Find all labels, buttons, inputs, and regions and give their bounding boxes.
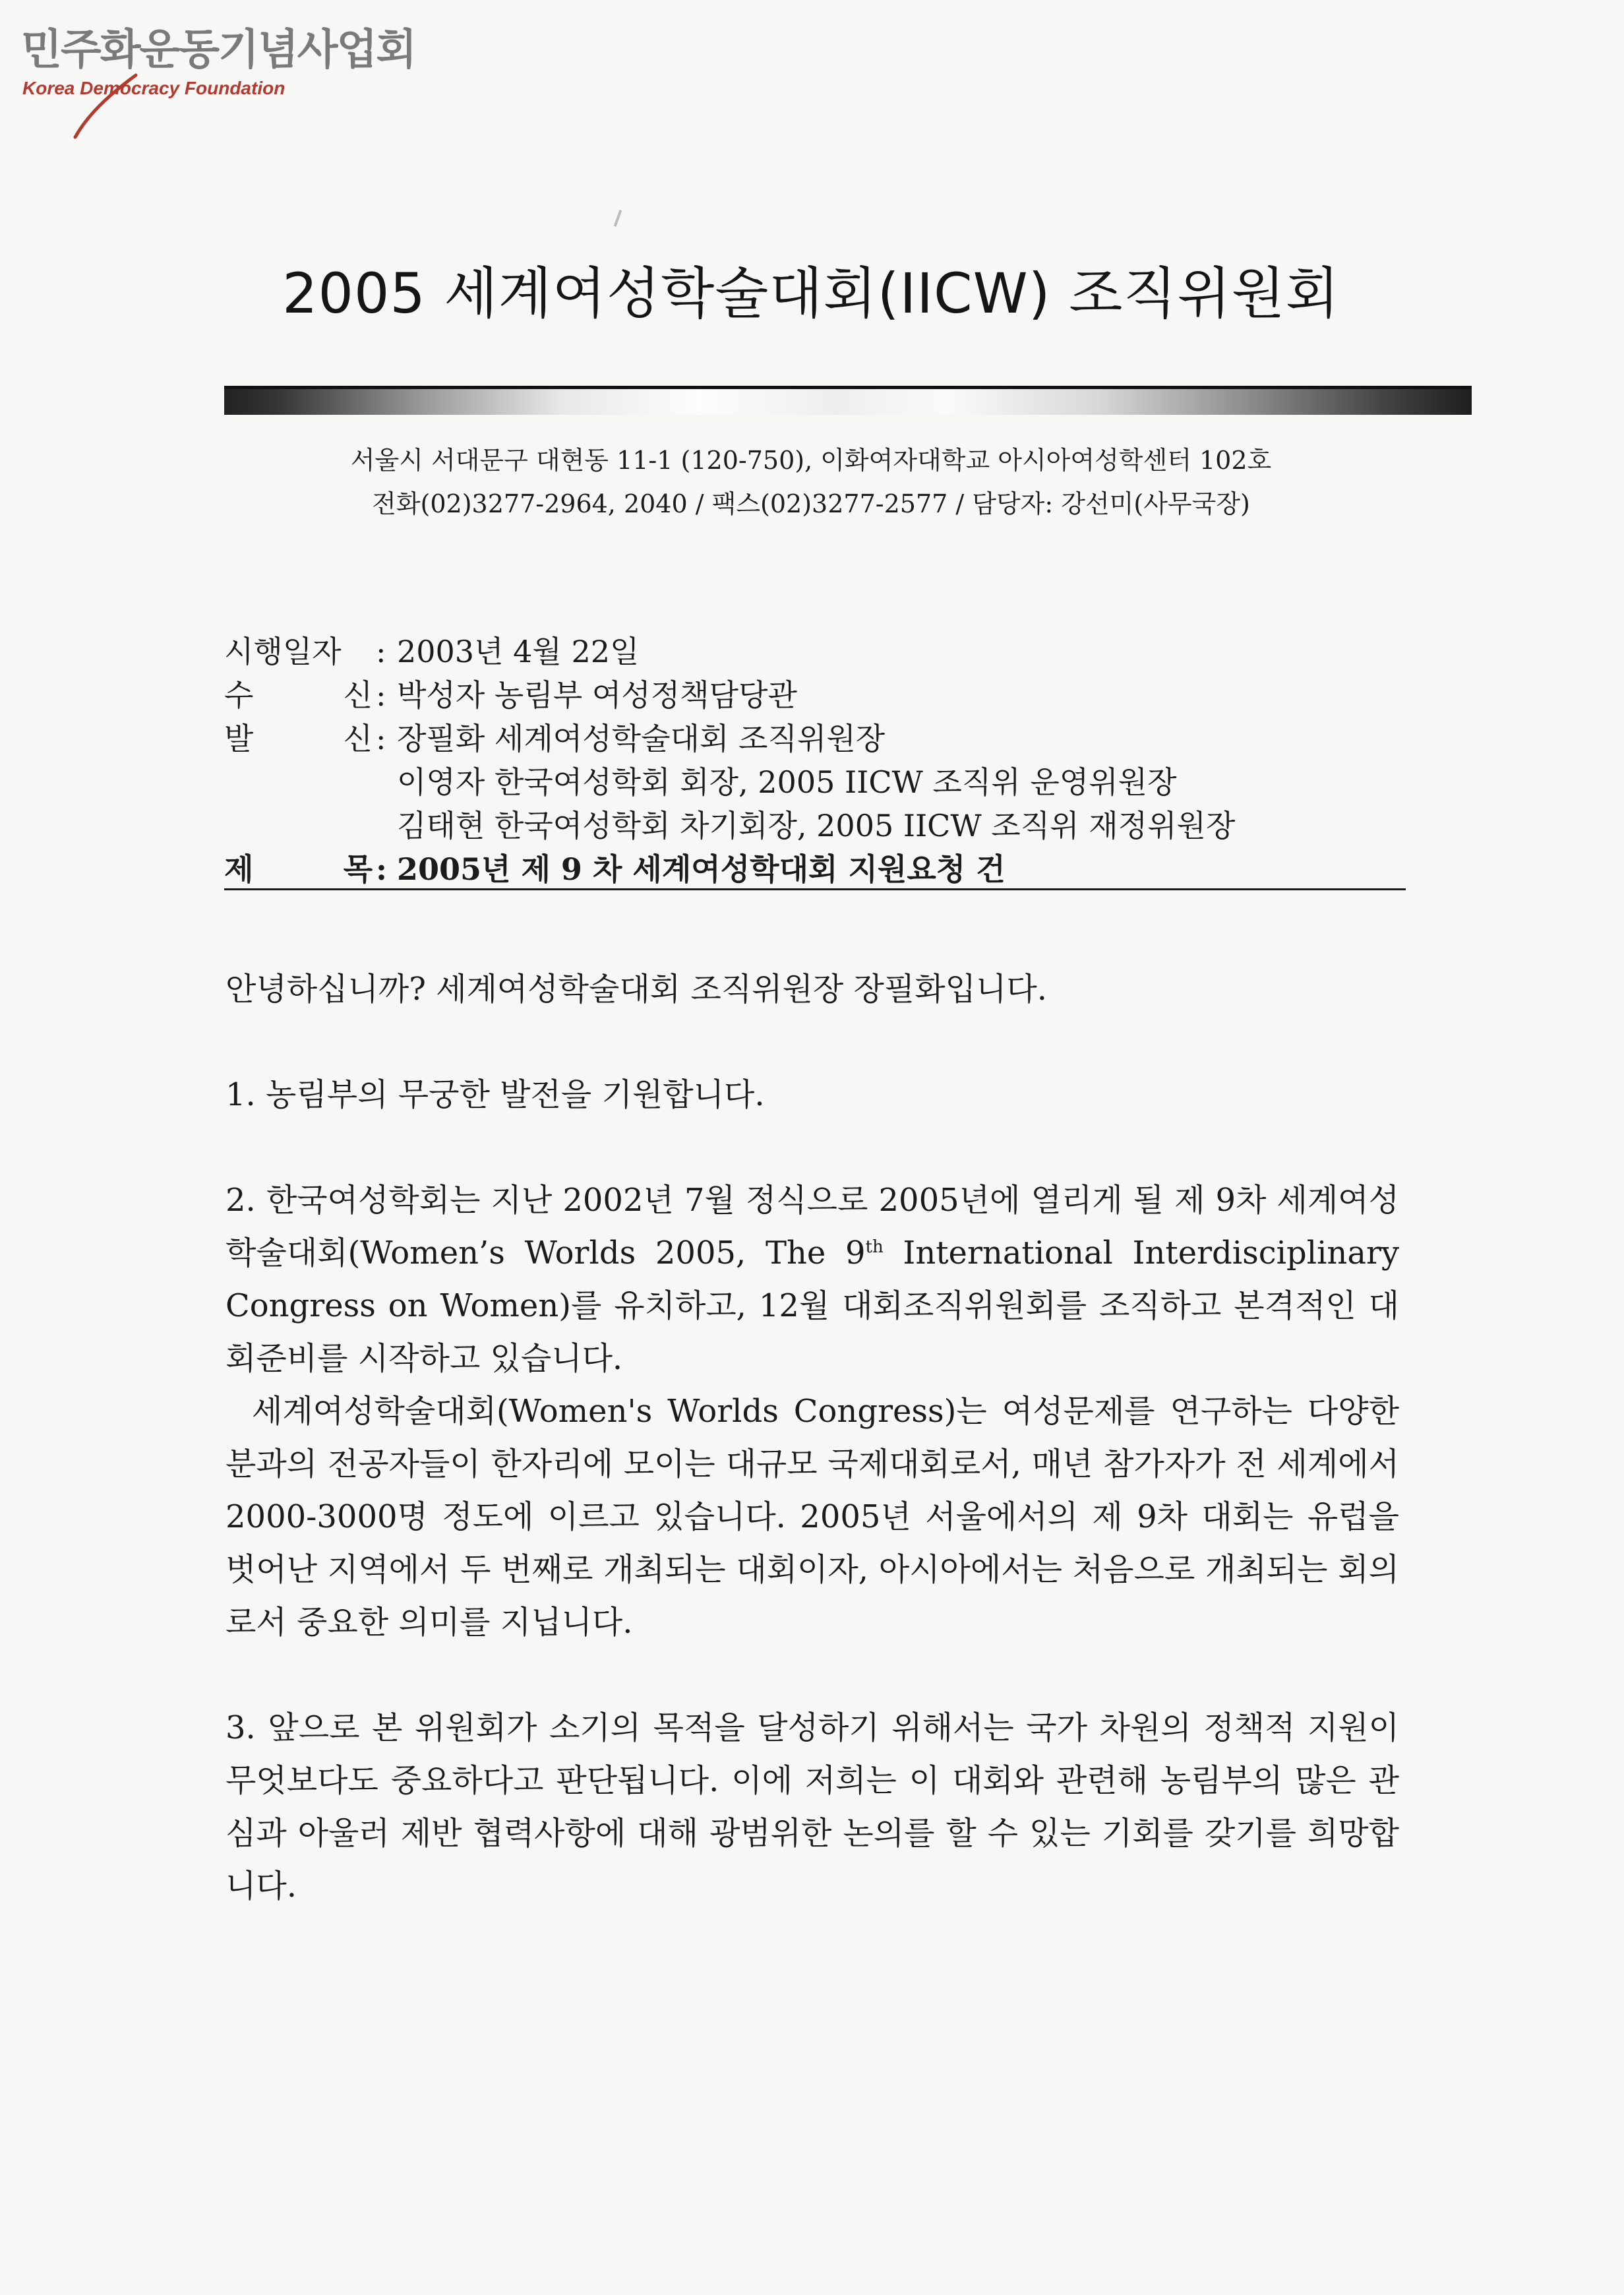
sender-colon: : xyxy=(376,721,386,756)
date-colon: : xyxy=(376,634,386,669)
logo-korean-name: 민주화운동기념사업회 xyxy=(21,26,416,75)
subject-label-part-1: 제 xyxy=(224,851,254,887)
greeting-paragraph: 안녕하십니까? 세계여성학술대회 조직위원장 장필화입니다. xyxy=(226,971,1047,1008)
sender-value: 장필화 세계여성학술대회 조직위원장 xyxy=(397,721,886,756)
paragraph-item-1: 1. 농림부의 무궁한 발전을 기원합니다. xyxy=(226,1076,765,1113)
item-2-text-start: 2. 한국여성학회는 지난 2002년 7월 정식으로 2005년에 열리게 될 제 9차 세계여성학술대회(Women’s Worlds 2005, The 9 xyxy=(226,1182,1399,1271)
sender-label xyxy=(224,717,373,760)
subject-value: 2005년 제 9 차 세계여성학대회 지원요청 건 xyxy=(397,851,1006,887)
sender-label-part-2: 신 xyxy=(343,721,373,756)
paragraph-item-2 xyxy=(226,1174,1399,1385)
sender-value: 김태현 한국여성학회 차기회장, 2005 IICW 조직위 재정위원장 xyxy=(397,808,1236,843)
recipient-label-part-2: 신 xyxy=(343,677,373,713)
item-2-text-end: International Interdisciplinary Congress on Women)를 유치하고, 12월 대회조직위원회를 조직하고 본격적인 대회준비를 시작하고 있습니다. xyxy=(226,1235,1400,1377)
sender-row-3 xyxy=(224,804,1411,847)
recipient-label xyxy=(224,673,373,717)
date-value: 2003년 4월 22일 xyxy=(397,634,640,669)
paragraph-item-2-continued: 세계여성학술대회(Women's Worlds Congress)는 여성문제를 연구하는 다양한 분과의 전공자들이 한자리에 모이는 대규모 국제대회로서, 매년 참가자가 전 세계에서 2000-3000명 정도에 이르고 있습니다. 2005년 서울에서의 제 9차 대회는 유럽을 벗어난 지역에서 두 번째로 개최되는 대회이자, 아시아에서는 처음으로 개최되는 회의로서 중요한 의미를 지닙니다. xyxy=(226,1393,1399,1641)
recipient-row xyxy=(224,673,1411,717)
subject-label-part-2: 목 xyxy=(343,851,373,887)
header-divider xyxy=(224,888,1406,890)
scan-mark xyxy=(614,210,622,227)
title-bar-edge xyxy=(224,386,1472,389)
subject-row xyxy=(224,847,1411,891)
subject-label xyxy=(224,847,373,891)
date-row xyxy=(224,630,1411,673)
foundation-logo xyxy=(21,24,416,100)
contact-line: 전화(02)3277-2964, 2040 / 팩스(02)3277-2577 / 담당자: 강선미(사무국장) xyxy=(372,489,1250,518)
recipient-label-part-1: 수 xyxy=(224,677,254,713)
sender-row xyxy=(224,717,1411,760)
page-title: 2005 세계여성학술대회(IICW) 조직위원회 xyxy=(282,261,1340,326)
recipient-value: 박성자 농림부 여성정책담당관 xyxy=(397,677,797,713)
letter-body xyxy=(226,963,1399,1912)
date-label: 시행일자 xyxy=(224,634,342,669)
address-line: 서울시 서대문구 대현동 11-1 (120-750), 이화여자대학교 아시아여성학센터 102호 xyxy=(350,446,1272,475)
logo-brush-stroke-icon xyxy=(67,63,146,142)
title-gradient-bar xyxy=(224,386,1472,415)
paragraph-item-3: 3. 앞으로 본 위원회가 소기의 목적을 달성하기 위해서는 국가 차원의 정책적 지원이 무엇보다도 중요하다고 판단됩니다. 이에 저희는 이 대회와 관련해 농림부의 많은 관심과 아울러 제반 협력사항에 대해 광범위한 논의를 할 수 있는 기회를 갖기를 희망합니다. xyxy=(226,1709,1399,1905)
sender-label-part-1: 발 xyxy=(224,721,254,756)
sender-row-2 xyxy=(224,760,1411,804)
document-header-fields xyxy=(224,630,1411,891)
ordinal-suffix: th xyxy=(865,1237,884,1257)
logo-english-name: Korea Democracy Foundation xyxy=(22,78,286,98)
recipient-colon: : xyxy=(376,677,386,713)
subject-colon: : xyxy=(376,851,387,887)
sender-value: 이영자 한국여성학회 회장, 2005 IICW 조직위 운영위원장 xyxy=(397,764,1177,800)
